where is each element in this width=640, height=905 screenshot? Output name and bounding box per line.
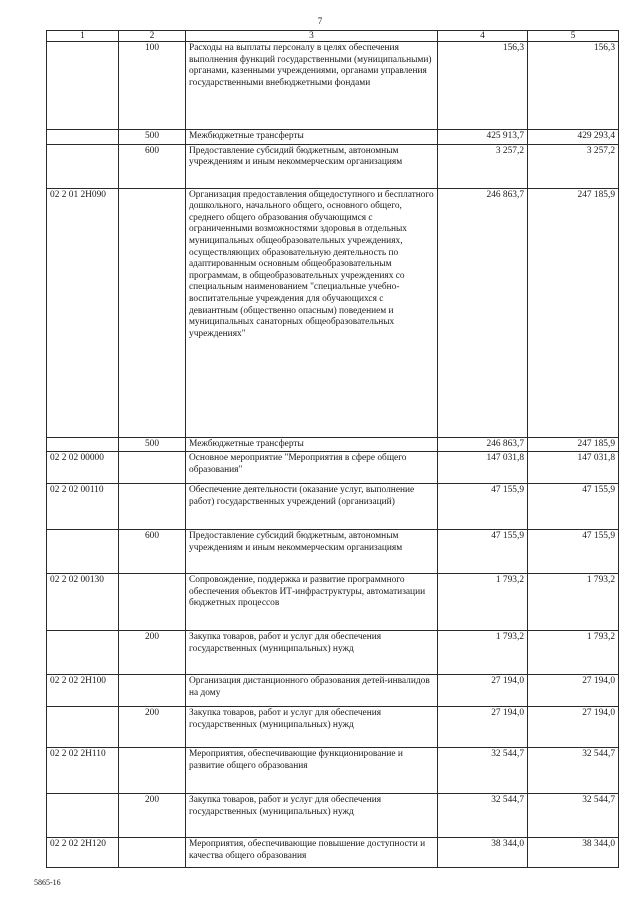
expense-type: 200 — [119, 631, 186, 675]
item-name: Межбюджетные трансферты — [186, 130, 438, 145]
target-code: 02 2 02 2Н120 — [47, 838, 119, 868]
table-row — [47, 530, 619, 574]
expense-type — [119, 452, 186, 484]
amount-col4: 27 194,0 — [438, 707, 528, 748]
table-row — [47, 188, 619, 437]
expense-type: 200 — [119, 794, 186, 838]
amount-col4: 47 155,9 — [438, 484, 528, 530]
amount-col4: 32 544,7 — [438, 748, 528, 794]
target-code — [47, 130, 119, 145]
target-code: 02 2 02 2Н110 — [47, 748, 119, 794]
table-row — [47, 707, 619, 748]
table-row — [47, 144, 619, 188]
target-code: 02 2 02 2Н100 — [47, 675, 119, 707]
amount-col5: 47 155,9 — [528, 484, 619, 530]
column-header-2: 2 — [119, 31, 186, 42]
amount-col5: 1 793,2 — [528, 631, 619, 675]
amount-col4: 156,3 — [438, 42, 528, 130]
budget-table — [46, 30, 619, 868]
target-code — [47, 144, 119, 188]
table-row — [47, 675, 619, 707]
target-code — [47, 794, 119, 838]
amount-col5: 247 185,9 — [528, 188, 619, 437]
item-name: Мероприятия, обеспечивающие функционирование и развитие общего образования — [186, 748, 438, 794]
amount-col4: 425 913,7 — [438, 130, 528, 145]
item-name: Обеспечение деятельности (оказание услуг, выполнение работ) государственных учреждений (организаций) — [186, 484, 438, 530]
expense-type: 600 — [119, 530, 186, 574]
amount-col4: 246 863,7 — [438, 437, 528, 452]
item-name: Предоставление субсидий бюджетным, автономным учреждениям и иным некоммерческим организациям — [186, 144, 438, 188]
table-row — [47, 452, 619, 484]
amount-col5: 3 257,2 — [528, 144, 619, 188]
expense-type: 100 — [119, 42, 186, 130]
item-name: Сопровождение, поддержка и развитие программного обеспечения объектов ИТ-инфраструктуры, автоматизации бюджетных процессов — [186, 574, 438, 631]
target-code — [47, 42, 119, 130]
amount-col5: 47 155,9 — [528, 530, 619, 574]
amount-col4: 47 155,9 — [438, 530, 528, 574]
expense-type — [119, 574, 186, 631]
table-row — [47, 437, 619, 452]
amount-col4: 3 257,2 — [438, 144, 528, 188]
target-code: 02 2 02 00000 — [47, 452, 119, 484]
item-name: Межбюджетные трансферты — [186, 437, 438, 452]
amount-col5: 1 793,2 — [528, 574, 619, 631]
table-row — [47, 574, 619, 631]
table-row — [47, 794, 619, 838]
expense-type — [119, 188, 186, 437]
item-name: Предоставление субсидий бюджетным, автономным учреждениям и иным некоммерческим организациям — [186, 530, 438, 574]
amount-col4: 38 344,0 — [438, 838, 528, 868]
expense-type — [119, 748, 186, 794]
expense-type: 500 — [119, 130, 186, 145]
table-row — [47, 42, 619, 130]
expense-type: 200 — [119, 707, 186, 748]
item-name: Мероприятия, обеспечивающие повышение доступности и качества общего образования — [186, 838, 438, 868]
target-code — [47, 530, 119, 574]
column-header-4: 4 — [438, 31, 528, 42]
item-name: Расходы на выплаты персоналу в целях обеспечения выполнения функций государственными (муниципальными) органами, казенными учреждениями, органами управления государственными внебюджетными фондами — [186, 42, 438, 130]
expense-type: 500 — [119, 437, 186, 452]
amount-col4: 147 031,8 — [438, 452, 528, 484]
table-row — [47, 130, 619, 145]
amount-col4: 27 194,0 — [438, 675, 528, 707]
amount-col5: 147 031,8 — [528, 452, 619, 484]
item-name: Основное мероприятие "Мероприятия в сфере общего образования" — [186, 452, 438, 484]
amount-col4: 1 793,2 — [438, 631, 528, 675]
table-row — [47, 484, 619, 530]
amount-col5: 38 344,0 — [528, 838, 619, 868]
column-header-3: 3 — [186, 31, 438, 42]
page-number: 7 — [317, 16, 323, 26]
expense-type — [119, 484, 186, 530]
item-name: Организация дистанционного образования детей-инвалидов на дому — [186, 675, 438, 707]
item-name: Закупка товаров, работ и услуг для обеспечения государственных (муниципальных) нужд — [186, 794, 438, 838]
amount-col4: 246 863,7 — [438, 188, 528, 437]
column-header-5: 5 — [528, 31, 619, 42]
target-code: 02 2 01 2Н090 — [47, 188, 119, 437]
header-row — [47, 31, 619, 42]
amount-col5: 429 293,4 — [528, 130, 619, 145]
expense-type — [119, 675, 186, 707]
target-code: 02 2 02 00130 — [47, 574, 119, 631]
amount-col4: 1 793,2 — [438, 574, 528, 631]
target-code — [47, 437, 119, 452]
table-row — [47, 748, 619, 794]
target-code — [47, 707, 119, 748]
item-name: Закупка товаров, работ и услуг для обеспечения государственных (муниципальных) нужд — [186, 707, 438, 748]
item-name: Закупка товаров, работ и услуг для обеспечения государственных (муниципальных) нужд — [186, 631, 438, 675]
expense-type — [119, 838, 186, 868]
document-code: 5865-16 — [34, 878, 61, 887]
amount-col5: 32 544,7 — [528, 748, 619, 794]
table-row — [47, 838, 619, 868]
target-code: 02 2 02 00110 — [47, 484, 119, 530]
expense-type: 600 — [119, 144, 186, 188]
amount-col4: 32 544,7 — [438, 794, 528, 838]
amount-col5: 32 544,7 — [528, 794, 619, 838]
target-code — [47, 631, 119, 675]
item-name: Организация предоставления общедоступного и бесплатного дошкольного, начального общего, основного общего, среднего общего образования обучающимся с ограниченными возможностями здоровья в отдельных муниципальных общеобразовательных учреждениях, осуществляющих образовательную деятельность по адаптированным основным общеобразовательным программам, в общеобразовательных учреждениях со специальным наименованием "специальные учебно-воспитательные учреждения для обучающихся с девиантным (общественно опасным) поведением и муниципальных санаторных общеобразовательных учреждениях" — [186, 188, 438, 437]
column-header-1: 1 — [47, 31, 119, 42]
amount-col5: 156,3 — [528, 42, 619, 130]
amount-col5: 247 185,9 — [528, 437, 619, 452]
table-row — [47, 631, 619, 675]
amount-col5: 27 194,0 — [528, 675, 619, 707]
amount-col5: 27 194,0 — [528, 707, 619, 748]
